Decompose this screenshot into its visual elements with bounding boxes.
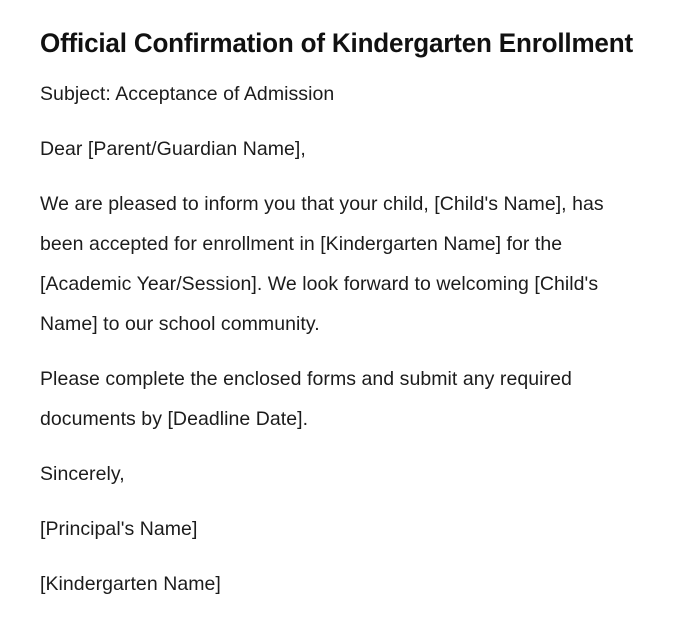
closing-line: Sincerely, [40,463,125,485]
subject-line: Subject: Acceptance of Admission [40,83,335,105]
organization-name: [Kindergarten Name] [40,573,221,595]
signer-name: [Principal's Name] [40,518,198,540]
forms-instruction-paragraph: Please complete the enclosed forms and submit any required documents by [Deadline Date]. [40,368,572,430]
page-title: Official Confirmation of Kindergarten Enrollment [40,28,633,58]
document-body [40,74,660,604]
acceptance-body-paragraph: We are pleased to inform you that your child, [Child's Name], has been accepted for enrollment in [Kindergarten Name] for the [Academic Year/Session]. We look forward to welcoming [Child's Name] to our school community. [40,193,604,335]
salutation: Dear [Parent/Guardian Name], [40,138,306,160]
